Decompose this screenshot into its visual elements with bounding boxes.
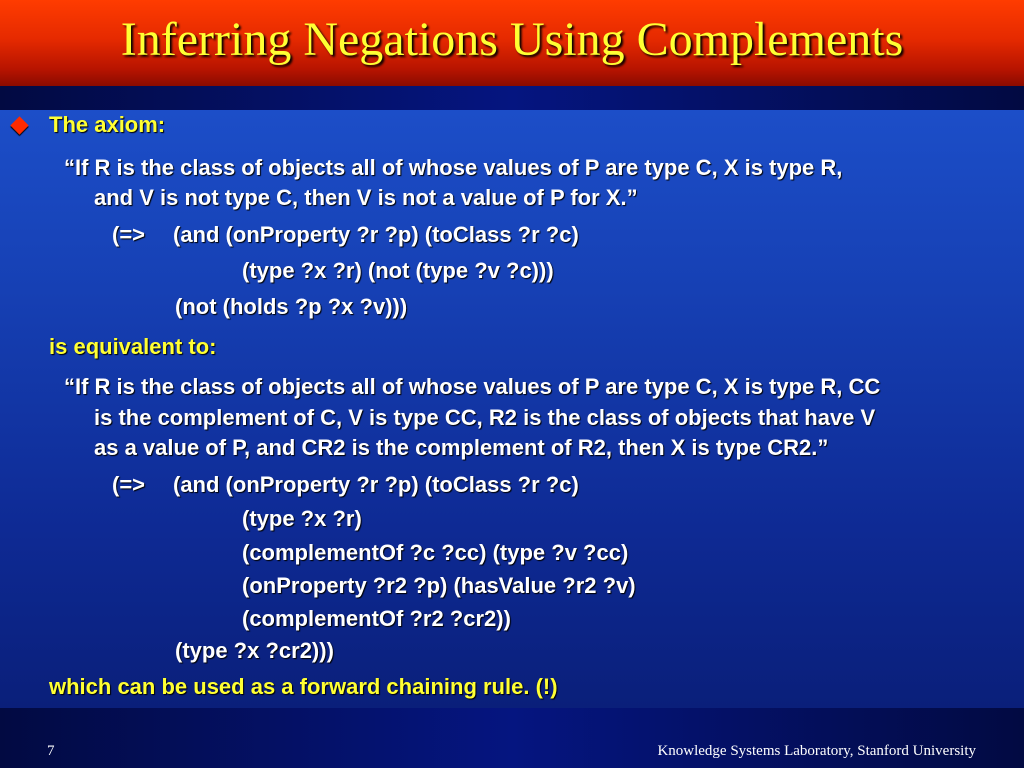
footer-organization: Knowledge Systems Laboratory, Stanford University xyxy=(657,743,976,759)
page-number: 7 xyxy=(47,743,55,759)
kif2-line1: (and (onProperty ?r ?p) (toClass ?r ?c) xyxy=(173,472,579,497)
kif2-line2: (type ?x ?r) xyxy=(242,506,362,531)
quote1-line2: and V is not type C, then V is not a value of P for X.” xyxy=(94,185,638,210)
kif2-line6: (type ?x ?cr2))) xyxy=(175,638,334,663)
quote2-line1: “If R is the class of objects all of whose values of P are type C, X is type R, CC xyxy=(64,374,881,399)
title-bar xyxy=(0,0,1024,86)
kif1-line2: (type ?x ?r) (not (type ?v ?c))) xyxy=(242,258,554,283)
axiom-heading: The axiom: xyxy=(49,112,166,137)
quote1-line1: “If R is the class of objects all of whose values of P are type C, X is type R, xyxy=(64,155,843,180)
kif1-line1: (and (onProperty ?r ?p) (toClass ?r ?c) xyxy=(173,222,579,247)
quote2-line2: is the complement of C, V is type CC, R2 is the class of objects that have V xyxy=(94,405,876,430)
kif1-line3: (not (holds ?p ?x ?v))) xyxy=(175,294,408,319)
kif2-line3: (complementOf ?c ?cc) (type ?v ?cc) xyxy=(242,540,629,565)
kif2-implies: (=> xyxy=(112,472,146,497)
kif2-line4: (onProperty ?r2 ?p) (hasValue ?r2 ?v) xyxy=(242,573,636,598)
quote2-line3: as a value of P, and CR2 is the complement of R2, then X is type CR2.” xyxy=(94,435,829,460)
kif1-implies: (=> xyxy=(112,222,146,247)
slide-title: Inferring Negations Using Complements xyxy=(120,13,904,66)
equivalent-heading: is equivalent to: xyxy=(49,334,217,359)
conclusion-text: which can be used as a forward chaining rule. (!) xyxy=(49,674,558,699)
bottom-divider-band xyxy=(0,708,1024,730)
title-divider-band xyxy=(0,86,1024,110)
kif2-line5: (complementOf ?r2 ?cr2)) xyxy=(242,606,511,631)
